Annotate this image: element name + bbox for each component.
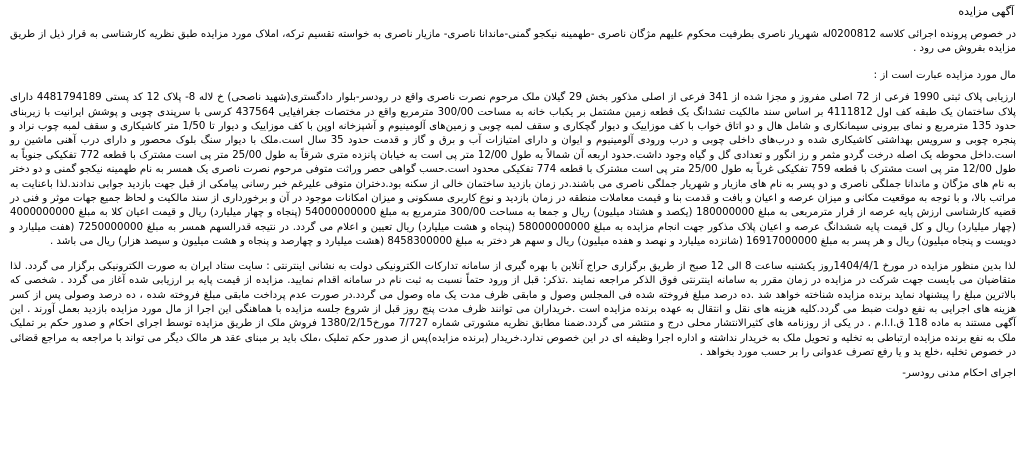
issuer-signature: اجرای احکام مدنی رودسر- [902, 367, 1016, 379]
notice-title: آگهی مزایده [958, 5, 1014, 18]
auction-terms-paragraph: لذا بدین منظور مزایده در مورخ 1404/4/1روز یکشنبه ساعت 8 الی 12 صبح از طریق برگزاری حراج آنلاین با بهره گیری از سامانه تدارکات الکترونیکی دولت به نشانی اینترنتی : سایت ستاد ایران به صورت الکترونیکی برگزار می گردد. لذا متقاضیان می بایست جهت شرکت در مزایده در زمان مقرر به سامانه اینترنتی فوق الذکر مراجعه نمایند .تذکر: قبل از ورود حتماً نسبت به ثبت نام در سامانه اقدام نمایید. مزایده از قیمت پایه بر ارزیابی شده آغاز می گردد . شخصی که بالاترین مبلغ را پیشنهاد نماید برنده مزایده شناخته خواهد شد .ده درصد مبلغ فروخته شده فی المجلس وصول و مابقی ظرف مدت یک ماه وصول می گردد.در صورت عدم پرداخت مابقی مبلغ فروخته شده ، ده درصد وصولی پس از کسر هزینه های اجرایی به نفع دولت ضبط می گردد.کلیه هزینه های نقل و انتقال به عهده برنده مزایده است .خریداران می توانند ظرف مدت پنج روز قبل از شروع جلسه مزایده با هماهنگی این اجرا از مال مورد مزایده بازدید بعمل آورند . این آگهی مستند به ماده 118 ق.ا.ا.م . در یکی از روزنامه های کثیرالانتشار محلی درج و منتشر می گردد.ضمنا مطابق نظریه مشورتی شماره 7/727 مورخ1380/2/15 فروش ملک از طریق مزایده توسط اجرای احکام و صدور حکم بر تملیک ملک به نفع برنده مزایده ارتباطی به تخلیه و تحویل ملک به خریدار نداشته و اداره اجرا وظیفه ای در این خصوص ندارد.خریدار (برنده مزایده)پس از صدور حکم تملیک ،ملک باید بر مبنای عقد هر مالک دیگر می تواند با مراجعه به مراجع قضائی در خصوص تخلیه ،خلع ید و یا رفع تصرف عدوانی را بر حسب مورد بخواهد . [10, 260, 1017, 359]
property-description-paragraph: ارزیابی پلاک ثبتی 1990 فرعی از 72 اصلی مفروز و مجزا شده از 341 فرعی از اصلی مذکور بخش 29 گیلان ملک مرحوم نصرت ناصری واقع در رودسر-بلوار دادگستری(شهید ناصحی) خ لاله 8- پلاک 12 کد پستی 4481794189 دارای پلاک ساختمان یک طبقه کف اول 4111812 بر اساس سند مالکیت تشدانگ یک قطعه زمین مشتمل بر یکباب خانه به مساحت 300/00 مترمربع واقع در مختصات جغرافیایی 437564 کرسی با سرپندی چوبی و پوشش ایرانیت با زیربنای حدود 135 مترمربع و نمای بیرونی سیمانکاری و شامل هال و دو اتاق خواب با کف موزاییک و دیوار گچکاری و سقف لمبه چوبی و زمین‌های آلومینیوم و آشپزخانه اوپن با کف موزاییک و دیوار تا 1/50 متر کاشیکاری و سقف لمبه چوب نراد و پنجره چوبی و سرویس بهداشتی کاشیکاری شده و درب‌های داخلی چوبی و درب ورودی آلومینیوم و ایوان و دارای امتیازات آب و برق و گاز و قدمت حدود 35 سال است.ملک با دیوار سنگ بلوک محصور و دارای درب آهنی ماشین رو است.داخل محوطه یک اصله درخت گردو مثمر و رز انگور و تعدادی گل و گیاه وجود داشت.حدود اربعه آن شمالاً به طول 12/00 متر پی است به خیابان پانزده متری شرقاً به طول 25/00 متر پی است مشترک با قطعه 772 تفکیکی جنوباً به طول 12/00 متر پی است مشترک با قطعه 759 تفکیکی غرباً به طول 25/00 متر پی است مشترک با قطعه 774 تفکیکی محدود است.حسب گواهی حصر وراثت متوفی مرحوم نصرت ناصری یک همسر به نام طهمینه نیکجو گمنی و دو دختر به نام های مژگان و ماندانا جملگی ناصری و دو پسر به نام های مازیار و شهریار جملگی ناصری می باشند.در زمان بازدید ساختمان خالی از سکنه بود.دختران متوفی علیرغم خبر رسانی پیامکی از قبل جهت بازدید جوابی ندادند.لذا باعنایت به مراتب بالا، و با توجه به موقعیت مکانی و میزان عرصه و اعیان و بافت و قدمت بنا و قیمت معاملات منطقه در زمان بازدید و نوع کاربری مسکونی و میزان امکانات موجود در آن و برخورداری از سند مالکیت و لحاظ جمیع جهات موثر و فنی در قضیه کارشناسی ارزش پایه عرصه از قرار مترمربعی به مبلغ 180000000 (یکصد و هشتاد میلیون) ریال و جمعا به مساحت 300/00 مترمربع به مبلغ 54000000000 (پنجاه و چهار میلیارد) ریال و قیمت اعیان کلا به مبلغ 4000000000 (چهار میلیارد) ریال و کل قیمت پایه ششدانگ عرصه و اعیان پلاک مذکور جهت انجام مزایده به مبلغ 58000000000 (پنجاه و هشت میلیارد) ریال تعیین و اعلام می گردد. در نتیجه قدرالسهم همسر به مبلغ 7250000000 (هفت میلیارد و دویست و پنجاه میلیون) ریال و هر پسر به مبلغ 16917000000 (شانزده میلیارد و نهصد و هفده میلیون) ریال و سهم هر دختر به مبلغ 8458300000 (هشت میلیارد و چهارصد و پنجاه و هشت میلیون و سیصد هزار) ریال می باشد . [10, 92, 1017, 248]
intro-paragraph: در خصوص پرونده اجرائی کلاسه 0200812له شهریار ناصری بطرفیت محکوم علیهم مژگان ناصری -طهمینه نیکجو گمنی-ماندانا ناصری- مازیار ناصری به خواسته تقسیم ترکه، املاک مورد مزایده طبق نظریه کارشناسی به قرار ذیل از طریق مزایده بفروش می رود . [10, 29, 1016, 55]
property-subheading: مال مورد مزایده عبارت است از : [873, 69, 1016, 81]
